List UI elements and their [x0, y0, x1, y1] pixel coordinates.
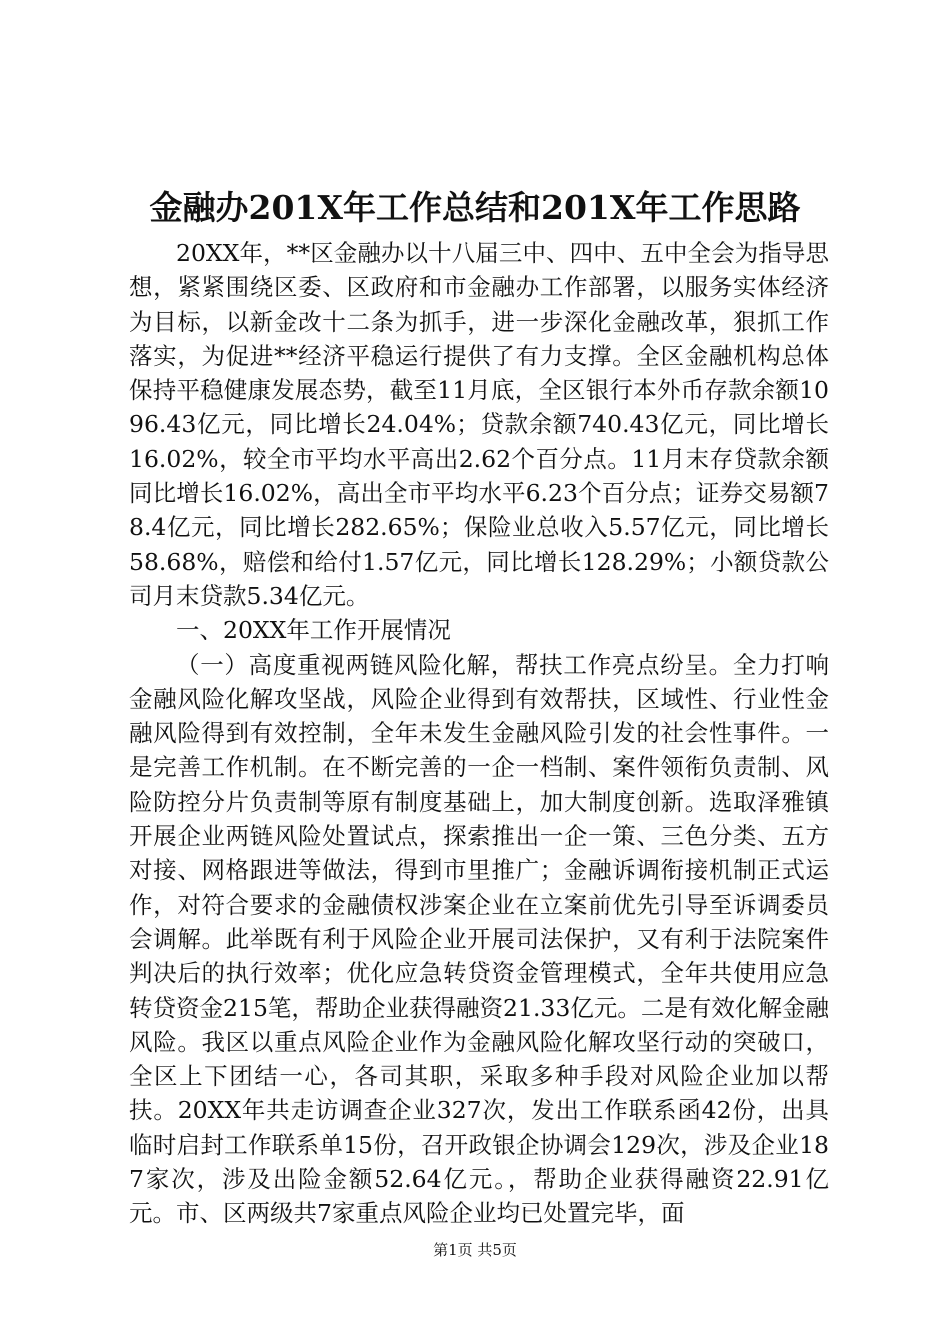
paragraph-summary: 20XX年，**区金融办以十八届三中、四中、五中全会为指导思想，紧紧围绕区委、区政府和市金融办工作部署，以服务实体经济为目标，以新金改十二条为抓手，进一步深化金融改革，狠抓工作落实，为促进**经济平稳运行提供了有力支撑。全区金融机构总体保持平稳健康发展态势，截至11月底，全区银行本外币存款余额1096.43亿元，同比增长24.04%；贷款余额740.43亿元，同比增长16.02%，较全市平均水平高出2.62个百分点。11月末存贷款余额同比增长16.02%，高出全市平均水平6.23个百分点；证券交易额78.4亿元，同比增长282.65%；保险业总收入5.57亿元，同比增长58.68%，赔偿和给付1.57亿元，同比增长128.29%；小额贷款公司月末贷款5.34亿元。 [129, 239, 829, 610]
section-heading: 一、20XX年工作开展情况 [176, 616, 451, 645]
paragraph-risk-resolution: （一）高度重视两链风险化解，帮扶工作亮点纷呈。全力打响金融风险化解攻坚战，风险企业得到有效帮扶，区域性、行业性金融风险得到有效控制，全年未发生金融风险引发的社会性事件。一是完善工作机制。在不断完善的一企一档制、案件领衔负责制、风险防控分片负责制等原有制度基础上，加大制度创新。选取泽雅镇开展企业两链风险处置试点，探索推出一企一策、三色分类、五方对接、网格跟进等做法，得到市里推广；金融诉调衔接机制正式运作，对符合要求的金融债权涉案企业在立案前优先引导至诉调委员会调解。此举既有利于风险企业开展司法保护，又有利于法院案件判决后的执行效率；优化应急转贷资金管理模式，全年共使用应急转贷资金215笔，帮助企业获得融资21.33亿元。二是有效化解金融风险。我区以重点风险企业作为金融风险化解攻坚行动的突破口，全区上下团结一心，各司其职，采取多种手段对风险企业加以帮扶。20XX年共走访调查企业327次，发出工作联系函42份，出具临时启封工作联系单15份，召开政银企协调会129次，涉及企业187家次，涉及出险金额52.64亿元。，帮助企业获得融资22.91亿元。市、区两级共7家重点风险企业均已处置完毕，面 [129, 650, 829, 1228]
page-footer: 第1页 共5页 [433, 1241, 517, 1259]
document-body [129, 236, 829, 1231]
document-title: 金融办201X年工作总结和201X年工作思路 [149, 188, 801, 227]
